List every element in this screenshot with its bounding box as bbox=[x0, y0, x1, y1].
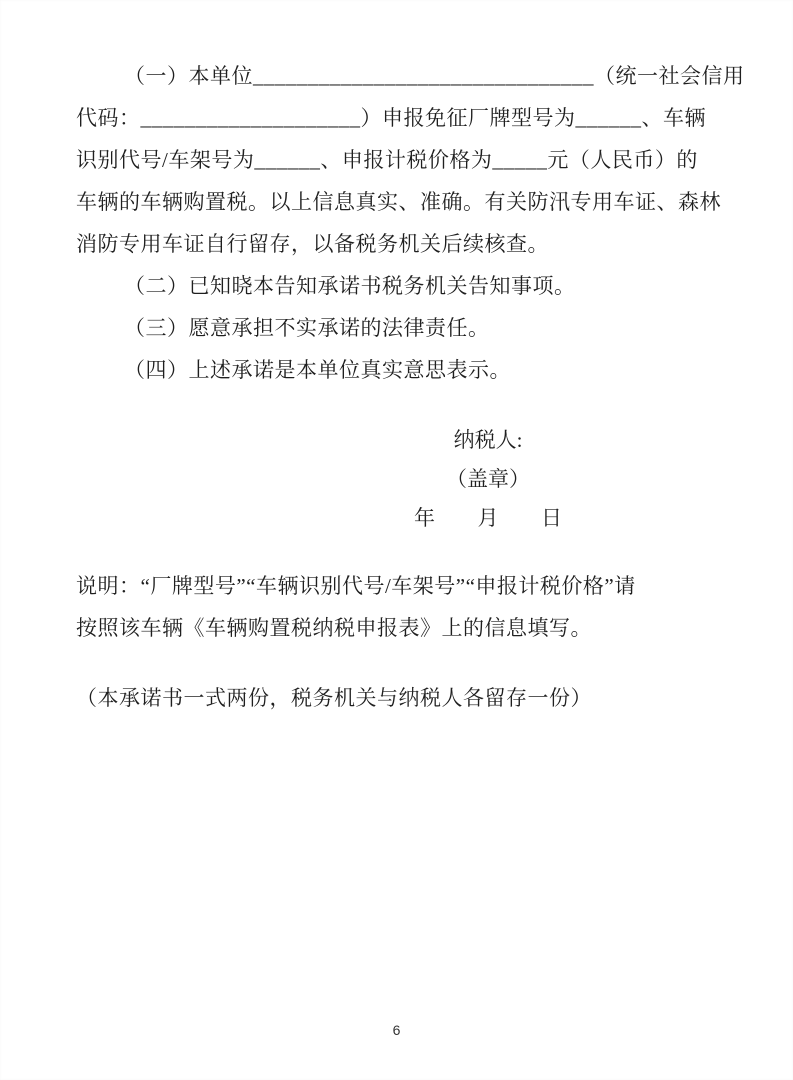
body-line: 识别代号/车架号为______、申报计税价格为_____元（人民币）的 bbox=[76, 148, 698, 172]
seal-label: （盖章） bbox=[446, 467, 530, 491]
body-line-item3: （三）愿意承担不实承诺的法律责任。 bbox=[124, 316, 490, 340]
note-block bbox=[76, 565, 717, 649]
body-line-item1-start: （一）本单位_______________________________（统一社会信用 bbox=[124, 64, 745, 88]
copies-note: （本承诺书一式两份，税务机关与纳税人各留存一份） bbox=[76, 686, 592, 710]
body-line: 消防专用车证自行留存，以备税务机关后续核查。 bbox=[76, 232, 549, 256]
body-line: 代码：____________________）申报免征厂牌型号为______、车辆 bbox=[76, 106, 706, 130]
page-number: 6 bbox=[392, 1022, 401, 1038]
signature-block bbox=[398, 421, 578, 538]
body-line: 车辆的车辆购置税。以上信息真实、准确。有关防汛专用车证、森林 bbox=[76, 190, 721, 214]
document-body bbox=[76, 55, 745, 719]
taxpayer-label: 纳税人: bbox=[453, 428, 523, 452]
year-label: 年 bbox=[414, 506, 435, 530]
date-line bbox=[398, 499, 578, 538]
month-label: 月 bbox=[477, 506, 499, 530]
body-line-item2: （二）已知晓本告知承诺书税务机关告知事项。 bbox=[124, 274, 576, 298]
note-line: 按照该车辆《车辆购置税纳税申报表》上的信息填写。 bbox=[76, 616, 592, 640]
body-line-item4: （四）上述承诺是本单位真实意思表示。 bbox=[124, 358, 511, 382]
day-label: 日 bbox=[541, 506, 562, 530]
note-line: 说明：“厂牌型号”“车辆识别代号/车架号”“申报计税价格”请 bbox=[76, 574, 636, 598]
